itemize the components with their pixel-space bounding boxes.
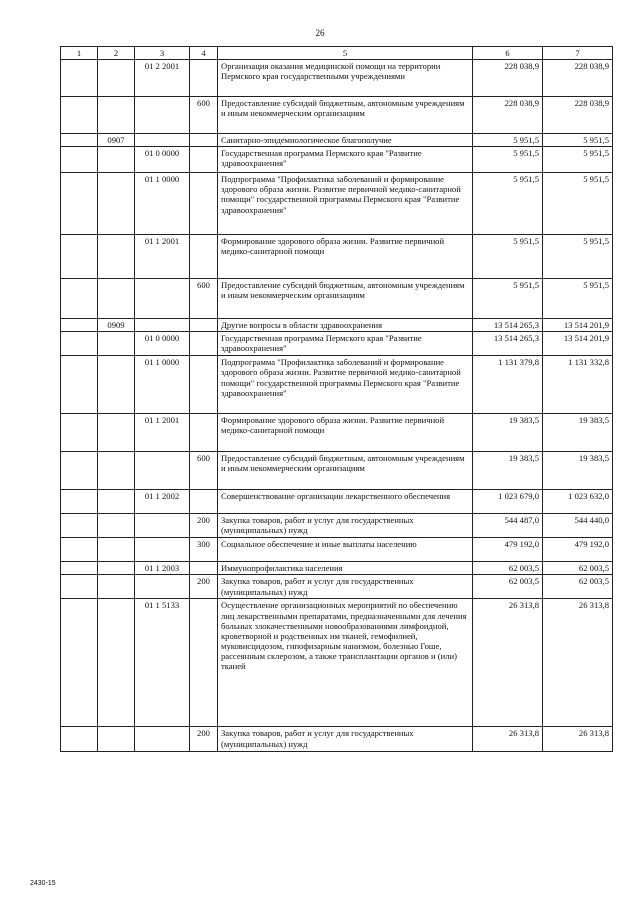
- cell-col-6: 479 192,0: [473, 538, 543, 562]
- cell-col-2: [98, 514, 135, 538]
- cell-col-7: 26 313,8: [543, 727, 613, 752]
- cell-col-3: [135, 538, 190, 562]
- cell-col-3: [135, 134, 190, 147]
- cell-col-3: [135, 319, 190, 332]
- cell-col-6: 19 383,5: [473, 414, 543, 452]
- cell-col-3: 01 1 2001: [135, 414, 190, 452]
- cell-col-4: [190, 332, 218, 356]
- header-cell: 3: [135, 47, 190, 60]
- cell-col-5: Закупка товаров, работ и услуг для государственных (муниципальных) нужд: [218, 514, 473, 538]
- cell-col-2: [98, 356, 135, 414]
- cell-col-7: 19 383,5: [543, 414, 613, 452]
- cell-col-4: [190, 562, 218, 575]
- cell-col-2: [98, 60, 135, 97]
- cell-col-4: [190, 235, 218, 279]
- table-row: [61, 97, 613, 134]
- header-cell: 1: [61, 47, 98, 60]
- cell-col-5: Формирование здорового образа жизни. Развитие первичной медико-санитарной помощи: [218, 235, 473, 279]
- cell-col-5: Государственная программа Пермского края "Развитие здравоохранения": [218, 147, 473, 173]
- cell-col-1: [61, 514, 98, 538]
- cell-col-6: 13 514 265,3: [473, 332, 543, 356]
- cell-col-5: Предоставление субсидий бюджетным, автономным учреждениям и иным некоммерческим организациям: [218, 452, 473, 490]
- cell-col-6: 62 003,5: [473, 562, 543, 575]
- cell-col-4: [190, 60, 218, 97]
- cell-col-1: [61, 538, 98, 562]
- cell-col-1: [61, 332, 98, 356]
- table-row: [61, 60, 613, 97]
- cell-col-6: 5 951,5: [473, 134, 543, 147]
- cell-col-6: 5 951,5: [473, 173, 543, 235]
- cell-col-3: [135, 727, 190, 752]
- cell-col-2: [98, 562, 135, 575]
- table-row: [61, 235, 613, 279]
- cell-col-2: [98, 235, 135, 279]
- cell-col-4: [190, 599, 218, 727]
- cell-col-1: [61, 356, 98, 414]
- cell-col-6: 26 313,8: [473, 599, 543, 727]
- cell-col-1: [61, 97, 98, 134]
- cell-col-3: 01 0 0000: [135, 147, 190, 173]
- cell-col-6: 13 514 265,3: [473, 319, 543, 332]
- cell-col-1: [61, 235, 98, 279]
- cell-col-7: 5 951,5: [543, 279, 613, 319]
- header-row: [61, 47, 613, 60]
- table-row: [61, 562, 613, 575]
- cell-col-4: [190, 134, 218, 147]
- cell-col-2: [98, 332, 135, 356]
- header-cell: 7: [543, 47, 613, 60]
- cell-col-6: 26 313,8: [473, 727, 543, 752]
- cell-col-4: [190, 356, 218, 414]
- cell-col-7: 1 131 332,8: [543, 356, 613, 414]
- cell-col-1: [61, 279, 98, 319]
- cell-col-3: [135, 452, 190, 490]
- header-cell: 4: [190, 47, 218, 60]
- cell-col-4: 200: [190, 575, 218, 599]
- table-row: [61, 575, 613, 599]
- table-row: [61, 147, 613, 173]
- cell-col-7: 544 440,0: [543, 514, 613, 538]
- table-row: [61, 319, 613, 332]
- cell-col-7: 479 192,0: [543, 538, 613, 562]
- cell-col-2: [98, 173, 135, 235]
- cell-col-3: 01 1 0000: [135, 356, 190, 414]
- table-row: [61, 538, 613, 562]
- cell-col-6: 228 038,9: [473, 60, 543, 97]
- cell-col-4: 200: [190, 727, 218, 752]
- cell-col-1: [61, 319, 98, 332]
- cell-col-6: 5 951,5: [473, 279, 543, 319]
- cell-col-7: 1 023 632,0: [543, 490, 613, 514]
- table-row: [61, 173, 613, 235]
- table-row: [61, 490, 613, 514]
- cell-col-2: [98, 599, 135, 727]
- cell-col-5: Другие вопросы в области здравоохранения: [218, 319, 473, 332]
- cell-col-3: 01 1 2001: [135, 235, 190, 279]
- cell-col-7: 62 003,5: [543, 562, 613, 575]
- cell-col-1: [61, 414, 98, 452]
- cell-col-1: [61, 490, 98, 514]
- cell-col-3: [135, 575, 190, 599]
- cell-col-2: [98, 452, 135, 490]
- cell-col-1: [61, 452, 98, 490]
- cell-col-3: [135, 514, 190, 538]
- cell-col-7: 228 038,9: [543, 60, 613, 97]
- table-row: [61, 279, 613, 319]
- table-row: [61, 134, 613, 147]
- cell-col-6: 5 951,5: [473, 235, 543, 279]
- cell-col-2: [98, 727, 135, 752]
- cell-col-5: Социальное обеспечение и иные выплаты населению: [218, 538, 473, 562]
- cell-col-3: [135, 97, 190, 134]
- cell-col-1: [61, 727, 98, 752]
- budget-table: [60, 46, 613, 752]
- cell-col-6: 544 487,0: [473, 514, 543, 538]
- cell-col-7: 19 383,5: [543, 452, 613, 490]
- cell-col-3: 01 1 2002: [135, 490, 190, 514]
- cell-col-1: [61, 147, 98, 173]
- cell-col-5: Подпрограмма "Профилактика заболеваний и формирование здорового образа жизни. Развитие первичной медико-санитарной помощи" государственной программы Пермского края "Развитие здравоохранения": [218, 173, 473, 235]
- cell-col-4: 200: [190, 514, 218, 538]
- cell-col-5: Закупка товаров, работ и услуг для государственных (муниципальных) нужд: [218, 727, 473, 752]
- cell-col-3: 01 0 0000: [135, 332, 190, 356]
- cell-col-2: [98, 538, 135, 562]
- cell-col-7: 5 951,5: [543, 134, 613, 147]
- table-row: [61, 599, 613, 727]
- cell-col-7: 228 038,9: [543, 97, 613, 134]
- cell-col-5: Формирование здорового образа жизни. Развитие первичной медико-санитарной помощи: [218, 414, 473, 452]
- cell-col-2: 0907: [98, 134, 135, 147]
- cell-col-3: 01 1 2003: [135, 562, 190, 575]
- cell-col-5: Государственная программа Пермского края "Развитие здравоохранения": [218, 332, 473, 356]
- cell-col-4: [190, 319, 218, 332]
- cell-col-7: 26 313,8: [543, 599, 613, 727]
- table-row: [61, 332, 613, 356]
- cell-col-2: 0909: [98, 319, 135, 332]
- cell-col-5: Организация оказания медицинской помощи на территории Пермского края государственными учреждениями: [218, 60, 473, 97]
- cell-col-4: 600: [190, 452, 218, 490]
- cell-col-7: 5 951,5: [543, 173, 613, 235]
- table-row: [61, 452, 613, 490]
- cell-col-5: Осуществление организационных мероприятий по обеспечению лиц лекарственными препаратами, предназначенными для лечения больных злокачественными новообразованиями лимфоидной, кроветворной и родственных им тканей, гемофилией, муковисцидозом, гипофизарным нанизмом, болезнью Гоше, рассеянным склерозом, а также трансплантации органов и (или) тканей: [218, 599, 473, 727]
- cell-col-4: [190, 414, 218, 452]
- cell-col-1: [61, 173, 98, 235]
- cell-col-6: 1 023 679,0: [473, 490, 543, 514]
- cell-col-3: [135, 279, 190, 319]
- cell-col-7: 62 003,5: [543, 575, 613, 599]
- cell-col-4: [190, 173, 218, 235]
- header-cell: 2: [98, 47, 135, 60]
- cell-col-1: [61, 562, 98, 575]
- page-number: 26: [315, 28, 325, 38]
- cell-col-4: 600: [190, 279, 218, 319]
- table-row: [61, 727, 613, 752]
- table-row: [61, 356, 613, 414]
- cell-col-6: 1 131 379,8: [473, 356, 543, 414]
- cell-col-3: 01 1 0000: [135, 173, 190, 235]
- cell-col-1: [61, 134, 98, 147]
- cell-col-1: [61, 60, 98, 97]
- cell-col-4: 300: [190, 538, 218, 562]
- cell-col-5: Иммунопрофилактика населения: [218, 562, 473, 575]
- header-cell: 6: [473, 47, 543, 60]
- cell-col-2: [98, 279, 135, 319]
- cell-col-2: [98, 147, 135, 173]
- table-row: [61, 414, 613, 452]
- cell-col-4: [190, 490, 218, 514]
- footer-code: 2430-15: [30, 880, 56, 887]
- cell-col-5: Совершенствование организации лекарственного обеспечения: [218, 490, 473, 514]
- cell-col-7: 13 514 201,9: [543, 332, 613, 356]
- cell-col-5: Подпрограмма "Профилактика заболеваний и формирование здорового образа жизни. Развитие первичной медико-санитарной помощи" государственной программы Пермского края "Развитие здравоохранения": [218, 356, 473, 414]
- cell-col-3: 01 1 5133: [135, 599, 190, 727]
- cell-col-2: [98, 414, 135, 452]
- table-row: [61, 514, 613, 538]
- cell-col-5: Закупка товаров, работ и услуг для государственных (муниципальных) нужд: [218, 575, 473, 599]
- cell-col-2: [98, 490, 135, 514]
- cell-col-7: 5 951,5: [543, 147, 613, 173]
- cell-col-3: 01 2 2001: [135, 60, 190, 97]
- cell-col-6: 62 003,5: [473, 575, 543, 599]
- cell-col-2: [98, 575, 135, 599]
- cell-col-2: [98, 97, 135, 134]
- cell-col-1: [61, 599, 98, 727]
- cell-col-5: Предоставление субсидий бюджетным, автономным учреждениям и иным некоммерческим организациям: [218, 279, 473, 319]
- cell-col-5: Санитарно-эпидемиологическое благополучие: [218, 134, 473, 147]
- cell-col-6: 19 383,5: [473, 452, 543, 490]
- cell-col-4: 600: [190, 97, 218, 134]
- cell-col-4: [190, 147, 218, 173]
- cell-col-7: 13 514 201,9: [543, 319, 613, 332]
- cell-col-1: [61, 575, 98, 599]
- cell-col-6: 5 951,5: [473, 147, 543, 173]
- cell-col-6: 228 038,9: [473, 97, 543, 134]
- header-cell: 5: [218, 47, 473, 60]
- cell-col-7: 5 951,5: [543, 235, 613, 279]
- cell-col-5: Предоставление субсидий бюджетным, автономным учреждениям и иным некоммерческим организациям: [218, 97, 473, 134]
